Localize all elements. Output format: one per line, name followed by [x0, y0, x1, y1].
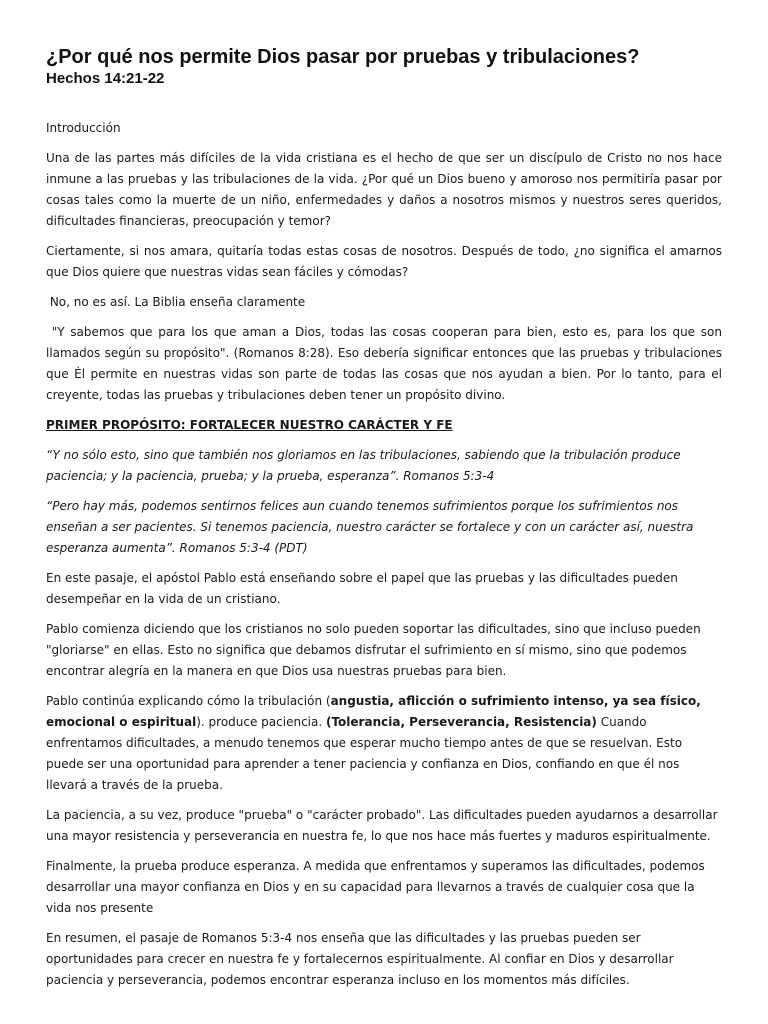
- page-subtitle: Hechos 14:21-22: [46, 70, 165, 87]
- intro-label: Introducción: [46, 121, 121, 135]
- pablo-paragraph-2: [46, 691, 722, 796]
- section-heading-1: PRIMER PROPÓSITO: FORTALECER NUESTRO CARÁCTER Y FE: [46, 418, 453, 432]
- intro-paragraph-2: Ciertamente, si nos amara, quitaría todas estas cosas de nosotros. Después de todo, ¿no significa el amarnos que Dios quiere que nuestras vidas sean fáciles y cómodas?: [46, 244, 722, 279]
- pablo-p2-text-a: Pablo continúa explicando cómo la tribulación (: [46, 694, 331, 708]
- pablo-p2-bold-b: angustia, aflicción o sufrimiento intenso, ya sea físico, emocional o espiritual: [46, 694, 701, 729]
- intro-paragraph-1: Una de las partes más difíciles de la vida cristiana es el hecho de que ser un discípulo de Cristo no nos hace inmune a las pruebas y las tribulaciones de la vida. ¿Por qué un Dios bueno y amoroso nos permitiría pasar por cosas tales como la muerte de un niño, enfermedades y daños a nosotros mismos y nuestros seres queridos, dificultades financieras, preocupación y temor?: [46, 151, 722, 228]
- paciencia-paragraph: La paciencia, a su vez, produce "prueba" o "carácter probado". Las dificultades pueden ayudarnos a desarrollar una mayor resistencia y perseverancia en nuestra fe, lo que nos hace más fuertes y maduros espiritualmente.: [46, 808, 718, 843]
- passage-paragraph: En este pasaje, el apóstol Pablo está enseñando sobre el papel que las pruebas y las dificultades pueden desempeñar en la vida de un cristiano.: [46, 571, 678, 606]
- document-body: [46, 118, 726, 1000]
- pablo-p2-bold-d: (Tolerancia, Perseverancia, Resistencia): [325, 715, 597, 729]
- scripture-quote-1: “Y no sólo esto, sino que también nos gloriamos en las tribulaciones, sabiendo que la tribulación produce paciencia; y la paciencia, prueba; y la prueba, esperanza”. Romanos 5:3-4: [46, 448, 681, 483]
- pablo-p2-text-c: ). produce paciencia.: [196, 715, 326, 729]
- page-title: ¿Por qué nos permite Dios pasar por pruebas y tribulaciones?: [46, 46, 640, 68]
- final-paragraph: Finalmente, la prueba produce esperanza. A medida que enfrentamos y superamos las dificultades, podemos desarrollar una mayor confianza en Dios y en su capacidad para llevarnos a través de cualquier cosa que la vida nos presente: [46, 859, 705, 915]
- intro-paragraph-4: "Y sabemos que para los que aman a Dios, todas las cosas cooperan para bien, esto es, para los que son llamados según su propósito". (Romanos 8:28). Eso debería significar entonces que las pruebas y tribulaciones que Él permite en nuestras vidas son parte de todas las cosas que nos ayudan a bien. Por lo tanto, para el creyente, todas las pruebas y tribulaciones deben tener un propósito divino.: [46, 325, 726, 402]
- pablo-paragraph-1: Pablo comienza diciendo que los cristianos no solo pueden soportar las dificultades, sino que incluso pueden "gloriarse" en ellas. Esto no significa que debamos disfrutar el sufrimiento en sí mismo, sino que podemos encontrar alegría en la manera en que Dios usa nuestras pruebas para bien.: [46, 622, 701, 678]
- pablo-p2-text-e: Cuando enfrentamos dificultades, a menudo tenemos que esperar mucho tiempo antes de que se resuelvan. Esto puede ser una oportunidad para aprender a tener paciencia y confianza en Dios, confiando en que él nos llevará a través de la prueba.: [46, 715, 683, 792]
- summary-paragraph: En resumen, el pasaje de Romanos 5:3-4 nos enseña que las dificultades y las pruebas pueden ser oportunidades para crecer en nuestra fe y fortalecernos espiritualmente. Al confiar en Dios y desarrollar paciencia y perseverancia, podemos encontrar esperanza incluso en los momentos más difíciles.: [46, 931, 674, 987]
- scripture-quote-2: “Pero hay más, podemos sentirnos felices aun cuando tenemos sufrimientos porque los sufrimientos nos enseñan a ser pacientes. Si tenemos paciencia, nuestro carácter se fortalece y con un carácter así, nuestra esperanza aumenta”. Romanos 5:3-4 (PDT): [46, 499, 694, 555]
- intro-paragraph-3: No, no es así. La Biblia enseña claramente: [46, 295, 306, 309]
